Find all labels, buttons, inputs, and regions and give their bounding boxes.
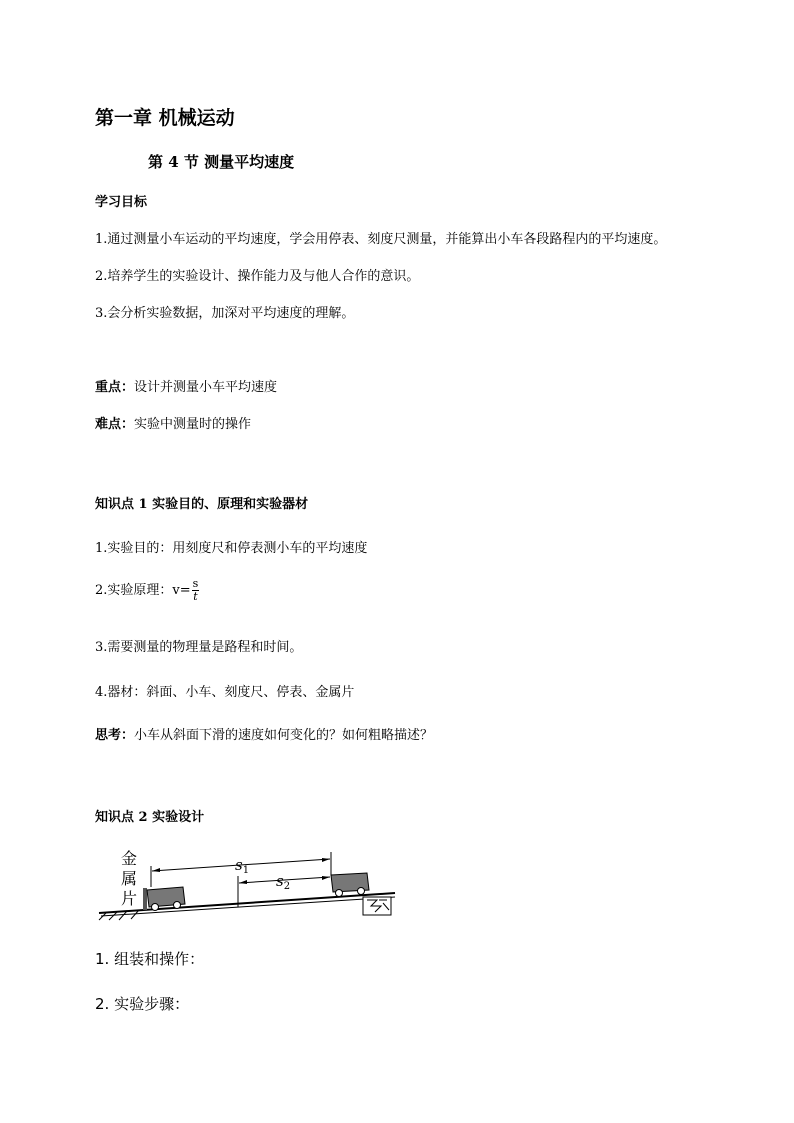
k1-item-2	[95, 578, 199, 603]
goal-item-3: 3.会分析实验数据，加深对平均速度的理解。	[95, 306, 355, 321]
k1-item-3: 3.需要测量的物理量是路程和时间。	[95, 640, 303, 655]
formula-denominator: t	[193, 590, 198, 603]
step-2-procedure: 2. 实验步骤：	[95, 995, 190, 1013]
support-block	[363, 897, 391, 915]
think-label: 思考：	[95, 728, 135, 743]
difficult-point-text: 实验中测量时的操作	[134, 417, 252, 432]
chapter-title: 第一章 机械运动	[95, 107, 235, 129]
formula-numerator: s	[192, 577, 199, 590]
s2-label: $s_2$	[276, 872, 291, 892]
plate-label-3: 片	[121, 889, 138, 908]
goal-item-2: 2.培养学生的实验设计、操作能力及与他人合作的意识。	[95, 269, 420, 284]
key-point-label: 重点：	[95, 380, 135, 395]
difficult-point	[95, 413, 251, 432]
velocity-formula	[192, 578, 200, 603]
incline-experiment-figure	[95, 840, 405, 925]
knowledge-1-heading: 知识点 1 实验目的、原理和实验器材	[95, 497, 309, 512]
step-1-assembly: 1. 组装和操作：	[95, 950, 205, 968]
plate-label-2: 属	[121, 869, 138, 888]
difficult-point-label: 难点：	[95, 417, 135, 432]
plate-label-1: 金	[121, 849, 138, 868]
key-point	[95, 376, 277, 395]
section-title: 第 4 节 测量平均速度	[148, 153, 295, 171]
k1-item-1: 1.实验目的：用刻度尺和停表测小车的平均速度	[95, 541, 368, 556]
cart-bottom	[147, 887, 185, 911]
cart-top	[331, 873, 369, 897]
k1-item-4: 4.器材：斜面、小车、刻度尺、停表、金属片	[95, 685, 355, 700]
key-point-text: 设计并测量小车平均速度	[134, 380, 278, 395]
metal-plate	[143, 888, 147, 910]
think-question	[95, 724, 433, 743]
think-text: 小车从斜面下滑的速度如何变化的？如何粗略描述？	[134, 728, 434, 743]
learning-goals-heading: 学习目标	[95, 195, 148, 210]
s1-label: $s_1$	[235, 856, 250, 876]
goal-item-1: 1.通过测量小车运动的平均速度，学会用停表、刻度尺测量，并能算出小车各段路程内的平均速度。	[95, 232, 667, 247]
k1-item-2-prefix: 2.实验原理：v=	[95, 583, 191, 598]
knowledge-2-heading: 知识点 2 实验设计	[95, 810, 205, 825]
